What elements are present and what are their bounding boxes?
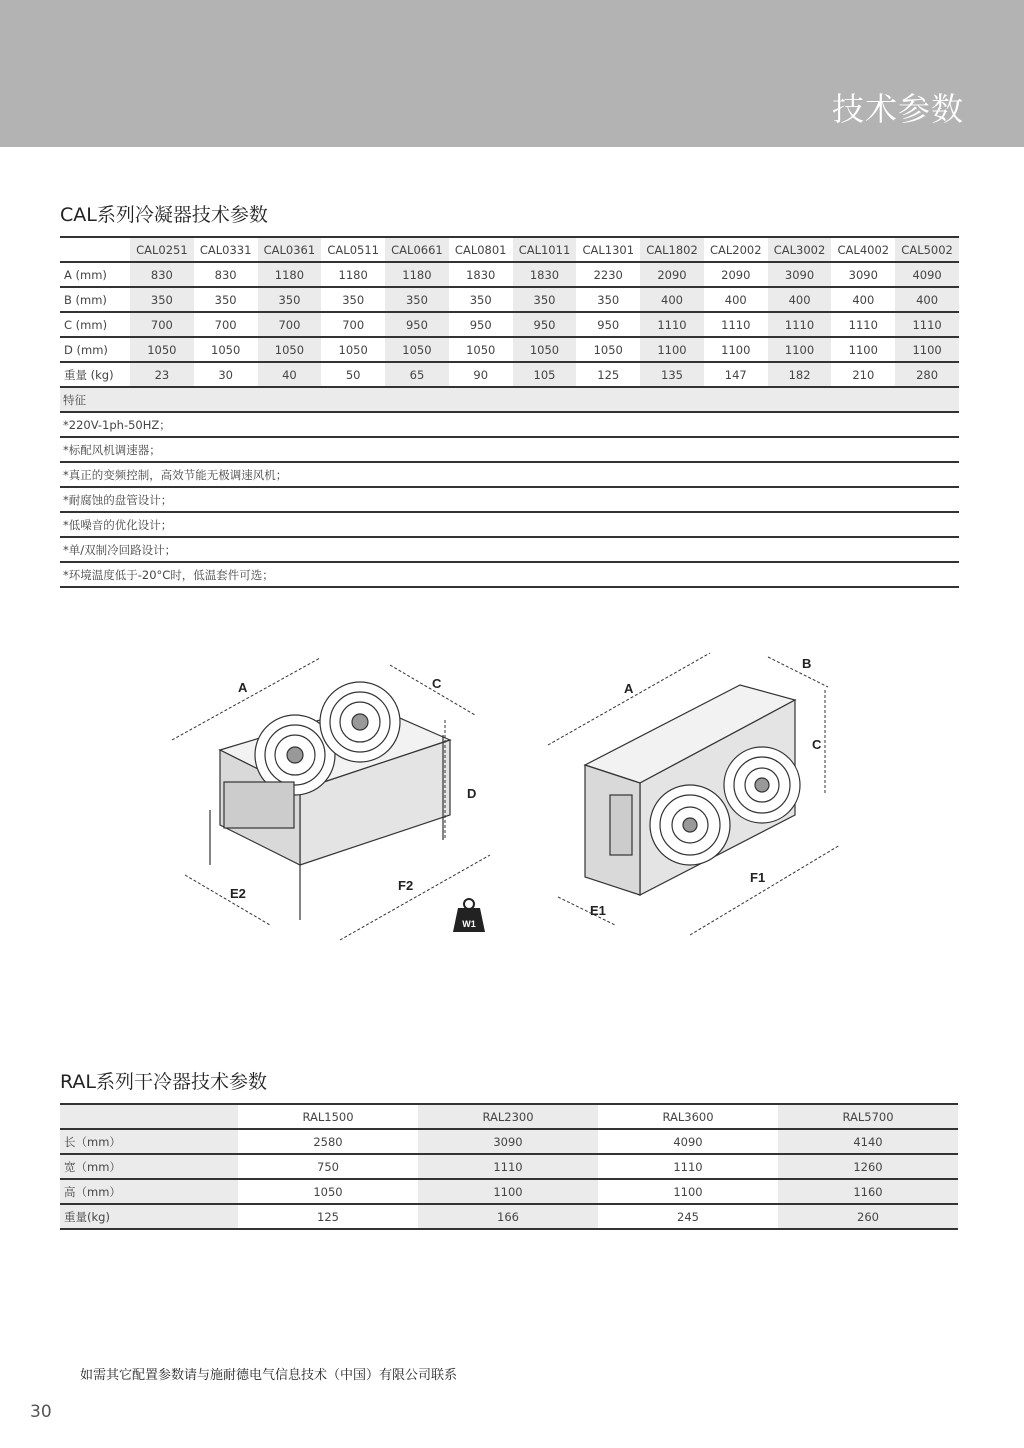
- value-cell: 125: [317, 1209, 339, 1224]
- value-cell: 3090: [768, 262, 832, 287]
- value-cell: 1110: [673, 1159, 703, 1174]
- feature-text: *环境温度低于-20°C时，低温套件可选；: [63, 567, 274, 582]
- row-label-cell: A (mm): [64, 267, 107, 282]
- table-row: [60, 1154, 958, 1179]
- value-cell: 950: [513, 312, 577, 337]
- value-cell: 350: [130, 287, 194, 312]
- table-header-row: [60, 237, 959, 262]
- cal-spec-table: [60, 236, 959, 588]
- label-a: A: [624, 681, 634, 696]
- value-cell: 700: [258, 312, 322, 337]
- value-cell: 830: [214, 267, 237, 282]
- value-cell: 950: [469, 317, 492, 332]
- value-cell: 1050: [313, 1184, 343, 1199]
- row-label-cell: B (mm): [64, 292, 107, 307]
- value-cell: 280: [895, 362, 959, 387]
- value-cell: 1050: [513, 337, 577, 362]
- value-cell: 350: [513, 287, 577, 312]
- feature-text: *真正的变频控制，高效节能无极调速风机；: [63, 467, 288, 482]
- value-cell: 2090: [721, 267, 751, 282]
- value-cell: 90: [473, 367, 489, 382]
- value-cell: 350: [597, 292, 620, 307]
- row-label-cell: 长（mm）: [60, 1129, 238, 1154]
- value-cell: 1050: [211, 342, 241, 357]
- page-header: [0, 0, 1024, 147]
- value-cell: 1180: [338, 267, 368, 282]
- label-c: C: [812, 737, 822, 752]
- value-cell: 1110: [848, 317, 878, 332]
- feature-text: *标配风机调速器；: [63, 442, 161, 457]
- value-cell: 1110: [768, 312, 832, 337]
- value-cell: 3090: [848, 267, 878, 282]
- model-header-cell: CAL0361: [258, 237, 322, 262]
- page-number: 30: [30, 1402, 52, 1422]
- value-cell: 1050: [258, 337, 322, 362]
- model-header-cell: CAL1301: [582, 242, 635, 257]
- value-cell: 350: [469, 292, 492, 307]
- row-label-cell: 宽（mm）: [60, 1154, 238, 1179]
- value-cell: 350: [385, 287, 449, 312]
- feature-row: [60, 412, 959, 437]
- feature-text: *单/双制冷回路设计；: [63, 542, 177, 557]
- header-corner-cell: [60, 237, 130, 262]
- value-cell: 700: [130, 312, 194, 337]
- value-cell: 1830: [466, 267, 496, 282]
- value-cell: 1110: [640, 312, 704, 337]
- table-row: [60, 312, 959, 337]
- value-cell: 30: [218, 367, 233, 382]
- value-cell: 1100: [418, 1179, 598, 1204]
- label-e2: E2: [230, 886, 246, 901]
- row-label-cell: 重量 (kg): [64, 367, 114, 382]
- table-row: [60, 1179, 958, 1204]
- value-cell: 700: [214, 317, 237, 332]
- header-title: 技术参数: [831, 90, 964, 128]
- value-cell: 1050: [593, 342, 623, 357]
- value-cell: 4090: [895, 262, 959, 287]
- value-cell: 1050: [130, 337, 194, 362]
- label-e1: E1: [590, 903, 606, 918]
- value-cell: 182: [768, 362, 832, 387]
- table-row: [60, 262, 959, 287]
- header-corner-cell: [60, 1104, 238, 1129]
- row-label-cell: C (mm): [64, 317, 108, 332]
- value-cell: 2580: [313, 1134, 343, 1149]
- model-header-cell: CAL0511: [327, 242, 379, 257]
- model-header-cell: CAL0661: [385, 237, 449, 262]
- feature-text: *耐腐蚀的盘管设计；: [63, 492, 173, 507]
- value-cell: 1160: [778, 1179, 958, 1204]
- label-w1: W1: [462, 919, 476, 929]
- features-header-row: [60, 387, 959, 412]
- feature-row: [60, 487, 959, 512]
- value-cell: 350: [258, 287, 322, 312]
- model-header-cell: CAL2002: [709, 242, 762, 257]
- value-cell: 4140: [778, 1129, 958, 1154]
- value-cell: 210: [852, 367, 875, 382]
- table-row: [60, 337, 959, 362]
- value-cell: 245: [677, 1209, 699, 1224]
- value-cell: 125: [597, 367, 620, 382]
- model-header-cell: CAL0801: [454, 242, 507, 257]
- value-cell: 950: [385, 312, 449, 337]
- value-cell: 4090: [673, 1134, 703, 1149]
- value-cell: 1100: [848, 342, 878, 357]
- label-b: B: [802, 656, 812, 671]
- table-row: [60, 362, 959, 387]
- value-cell: 23: [130, 362, 194, 387]
- feature-row: [60, 512, 959, 537]
- value-cell: 1050: [385, 337, 449, 362]
- feature-row: [60, 462, 959, 487]
- value-cell: 260: [778, 1204, 958, 1229]
- value-cell: 400: [768, 287, 832, 312]
- value-cell: 3090: [418, 1129, 598, 1154]
- feature-text: *低噪音的优化设计；: [63, 517, 173, 532]
- value-cell: 400: [724, 292, 747, 307]
- model-header-cell: CAL0331: [199, 242, 252, 257]
- model-header-cell: CAL0251: [130, 237, 194, 262]
- features-label: 特征: [60, 387, 959, 412]
- model-header-cell: CAL1011: [513, 237, 577, 262]
- label-d: D: [467, 786, 477, 801]
- model-header-cell: CAL3002: [768, 237, 832, 262]
- label-f2: F2: [398, 878, 414, 893]
- row-label-cell: 重量(kg): [60, 1204, 238, 1229]
- value-cell: 1180: [385, 262, 449, 287]
- table-header-row: [60, 1104, 958, 1129]
- feature-row: [60, 437, 959, 462]
- cal-left-unit-diagram: [160, 640, 500, 950]
- cal-section-title: CAL系列冷凝器技术参数: [60, 204, 268, 226]
- value-cell: 1100: [768, 337, 832, 362]
- value-cell: 750: [317, 1159, 339, 1174]
- ral-section-title: RAL系列干冷器技术参数: [60, 1071, 268, 1093]
- table-row: [60, 1204, 958, 1229]
- value-cell: 700: [342, 317, 365, 332]
- value-cell: 135: [640, 362, 704, 387]
- model-header-cell: CAL5002: [895, 237, 959, 262]
- value-cell: 1050: [338, 342, 368, 357]
- value-cell: 1100: [895, 337, 959, 362]
- value-cell: 147: [724, 367, 747, 382]
- label-a: A: [238, 680, 248, 695]
- value-cell: 1100: [721, 342, 751, 357]
- value-cell: 1110: [418, 1154, 598, 1179]
- label-c: C: [432, 676, 442, 691]
- weight-icon: [453, 899, 485, 932]
- label-f1: F1: [750, 870, 766, 885]
- row-label-cell: D (mm): [64, 342, 108, 357]
- value-cell: 1260: [778, 1154, 958, 1179]
- model-header-cell: CAL4002: [837, 242, 890, 257]
- model-header-cell: CAL1802: [640, 237, 704, 262]
- ral-spec-table: [60, 1103, 958, 1230]
- value-cell: 65: [385, 362, 449, 387]
- model-header-cell: RAL5700: [778, 1104, 958, 1129]
- feature-row: [60, 537, 959, 562]
- value-cell: 950: [597, 317, 620, 332]
- value-cell: 1050: [466, 342, 496, 357]
- model-header-cell: RAL3600: [662, 1109, 714, 1124]
- model-header-cell: RAL2300: [418, 1104, 598, 1129]
- value-cell: 2230: [593, 267, 623, 282]
- table-row: [60, 1129, 958, 1154]
- value-cell: 1110: [721, 317, 751, 332]
- value-cell: 1100: [673, 1184, 703, 1199]
- value-cell: 400: [852, 292, 875, 307]
- feature-row: [60, 562, 959, 587]
- row-label-cell: 高（mm）: [60, 1179, 238, 1204]
- value-cell: 50: [345, 367, 361, 382]
- value-cell: 105: [513, 362, 577, 387]
- value-cell: 1100: [640, 337, 704, 362]
- value-cell: 166: [418, 1204, 598, 1229]
- value-cell: 400: [895, 287, 959, 312]
- value-cell: 350: [214, 292, 237, 307]
- value-cell: 400: [640, 287, 704, 312]
- value-cell: 1830: [513, 262, 577, 287]
- value-cell: 40: [258, 362, 322, 387]
- cal-right-unit-diagram: [540, 645, 850, 945]
- footer-note: 如需其它配置参数请与施耐德电气信息技术（中国）有限公司联系: [80, 1368, 458, 1383]
- value-cell: 350: [342, 292, 365, 307]
- feature-text: *220V-1ph-50HZ；: [63, 417, 171, 432]
- value-cell: 2090: [640, 262, 704, 287]
- value-cell: 1110: [895, 312, 959, 337]
- table-row: [60, 287, 959, 312]
- model-header-cell: RAL1500: [302, 1109, 354, 1124]
- value-cell: 830: [130, 262, 194, 287]
- value-cell: 1180: [258, 262, 322, 287]
